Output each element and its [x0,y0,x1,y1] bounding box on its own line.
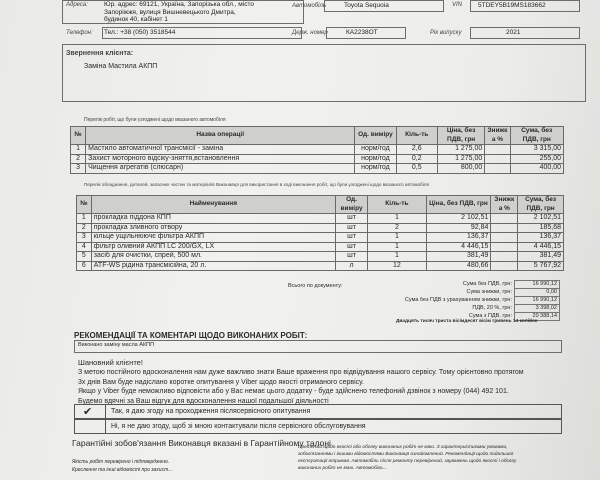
year-label: Рік випуску [430,30,462,36]
total-in-words: Двадцять тисяч триста вісімдесят вісім гривень 14 копійок [396,319,538,324]
vin-value: 5TDEY5B19MS183662 [478,2,546,9]
totals-row: Сума знижки, грн: 0,00 [380,289,560,297]
check-divider [105,420,106,433]
table-row: 5 засіб для очистки, спрей, 500 мл. шт 1 381,49 381,49 [77,252,564,262]
check-icon: ✔ [83,406,93,418]
parts-col-disc: Знижк а % [491,196,518,214]
address-value: Юр. адрес: 69121, Україна, Запорізька обл., місто Запоріжжя, вулиця Вишневецького Дмитра, будинок 40, кабінет 1 [104,1,254,23]
year-value: 2021 [506,29,521,36]
total-document-label: Всього по документу: [288,283,343,289]
table-row: 1 Мастило автоматичної трансмісії - заміна норм/год 2,6 1 275,00 3 315,00 [71,145,564,155]
totals-table [380,280,560,321]
greeting: Шановний клієнте! [78,358,143,367]
parts-col-unit: Од. виміру [335,196,368,214]
works-col-disc: Знижк а % [485,127,510,145]
table-row: 2 прокладка зливного отвору шт 2 92,84 185,68 [77,223,564,233]
works-col-qty: Кіль-ть [396,127,437,145]
works-col-unit: Од. виміру [355,127,396,145]
phone-value: Тел.: +38 (050) 3518544 [104,29,176,36]
totals-row: Сума без ПДВ з урахуванням знижки, грн: 16 990,12 [380,297,560,305]
table-row: 3 Чищення агрегатів (слюсарн) норм/год 0,5 800,00 400,00 [71,164,564,174]
table-row: 3 кільце ущільнюючє фільтра АКПП шт 1 136,37 136,37 [77,233,564,243]
table-row: 6 ATF-WS рідина трансмісійна, 20 л. л 12 480,66 5 767,92 [77,261,564,271]
totals-row: Сума з ПДВ, грн: 20 388,14 [380,313,560,321]
car-label: Автомобіль [292,3,327,9]
table-row: 4 фільтр оливний АКПП LC 200/GX, LX шт 1 4 446,15 4 446,15 [77,242,564,252]
consent-no-text: Ні, я не даю згоду, щоб зі мною контактували після сервісного обслуговування [111,423,366,430]
parts-col-price: Ціна, без ПДВ, грн [426,196,491,214]
warranty-left: Якість робіт перевірено і підтверджено. Креслення та інші відомості про захист... [72,459,173,473]
consent-no-row[interactable] [74,419,562,434]
table-row: 1 прокладка піддона КПП шт 1 2 102,51 2 102,51 [77,214,564,224]
plate-label: Держ. номер [292,30,328,36]
warranty-right: Претензій щодо якості або обсягу виконаних робіт не маю. З характеристиками умовами, зобов'язаннями і іншими відомостями Виконавця ознайомлений. Рекомендації щодо подальшої експлуатації отримав. Автомобіль після ремонту перевірений, зауважень щодо якості і обсягу виконаних робіт не маю. Автомобіль... [298,445,517,471]
plate-value: КА2238ОТ [346,29,378,36]
parts-caption: Перелік обладнання, деталей, запасних частин та матеріалів Виконавця для використання в ході виконання робіт, що були узгоджені щодо вказаного автомобіля [84,182,429,187]
works-caption: Перелік робіт, що були узгоджені щодо вказаного автомобіля [84,117,226,123]
parts-col-sum: Сума, без ПДВ, грн [518,196,564,214]
year-box [470,27,580,39]
check-divider [105,405,106,418]
works-col-sum: Сума, без ПДВ, грн [510,127,563,145]
works-col-price: Ціна, без ПДВ, грн [437,127,484,145]
parts-table [76,195,564,271]
works-col-n: № [71,127,86,145]
warranty-title: Гарантійні зобов'язання Виконавця вказані в Гарантійному талоні [72,438,331,448]
table-row: 2 Захист моторного відсіку-зняття,встановлення норм/год 0,2 1 275,00 255,00 [71,154,564,164]
consent-yes-text: Так, я даю згоду на проходження післясервісного опитування [111,408,311,415]
client-request-title: Звернення клієнта: [66,50,134,57]
parts-col-name: Найменування [91,196,335,214]
works-header-row [71,127,564,145]
survey-message: З метою постійного вдосконалення нам дуже важливо знати Ваше враження про відвідування нашого сервісу. Тому орієнтовно протягом 3х днів Вам буде надіслано коротке опитування у Viber щодо якості отриманого сервісу. Якщо у Viber буде неможливо відповісти або у Вас немає цього додатку - буде здійснено телефоний дзвінок з номеру (044) 492 101. Будемо вдячні за Ваш відгук для вдосконалення нашої подальшої діяльності [78,369,524,405]
totals-row: Сума без ПДВ, грн: 16 990,12 [380,281,560,289]
consent-yes-row[interactable] [74,404,562,419]
parts-col-qty: Кіль-ть [368,196,426,214]
parts-col-n: № [77,196,92,214]
totals-row: ПДВ, 20 %, грн: 3 398,02 [380,305,560,313]
recommendations-title: РЕКОМЕНДАЦІЇ ТА КОМЕНТАРІ ЩОДО ВИКОНАНИХ РОБІТ: [74,331,308,340]
vin-label: VIN [452,2,463,8]
works-table [70,126,564,174]
parts-header-row [77,196,564,214]
address-label: Адреса: [66,2,88,8]
client-request-text: Заміна Мастила АКПП [84,63,158,70]
works-col-name: Назва операції [86,127,355,145]
client-request-box [62,44,586,102]
car-value: Toyota Sequoia [344,2,389,9]
phone-label: Телефон: [66,30,93,36]
recommendations-text: Виконано заміну масла АКПП [78,342,155,348]
